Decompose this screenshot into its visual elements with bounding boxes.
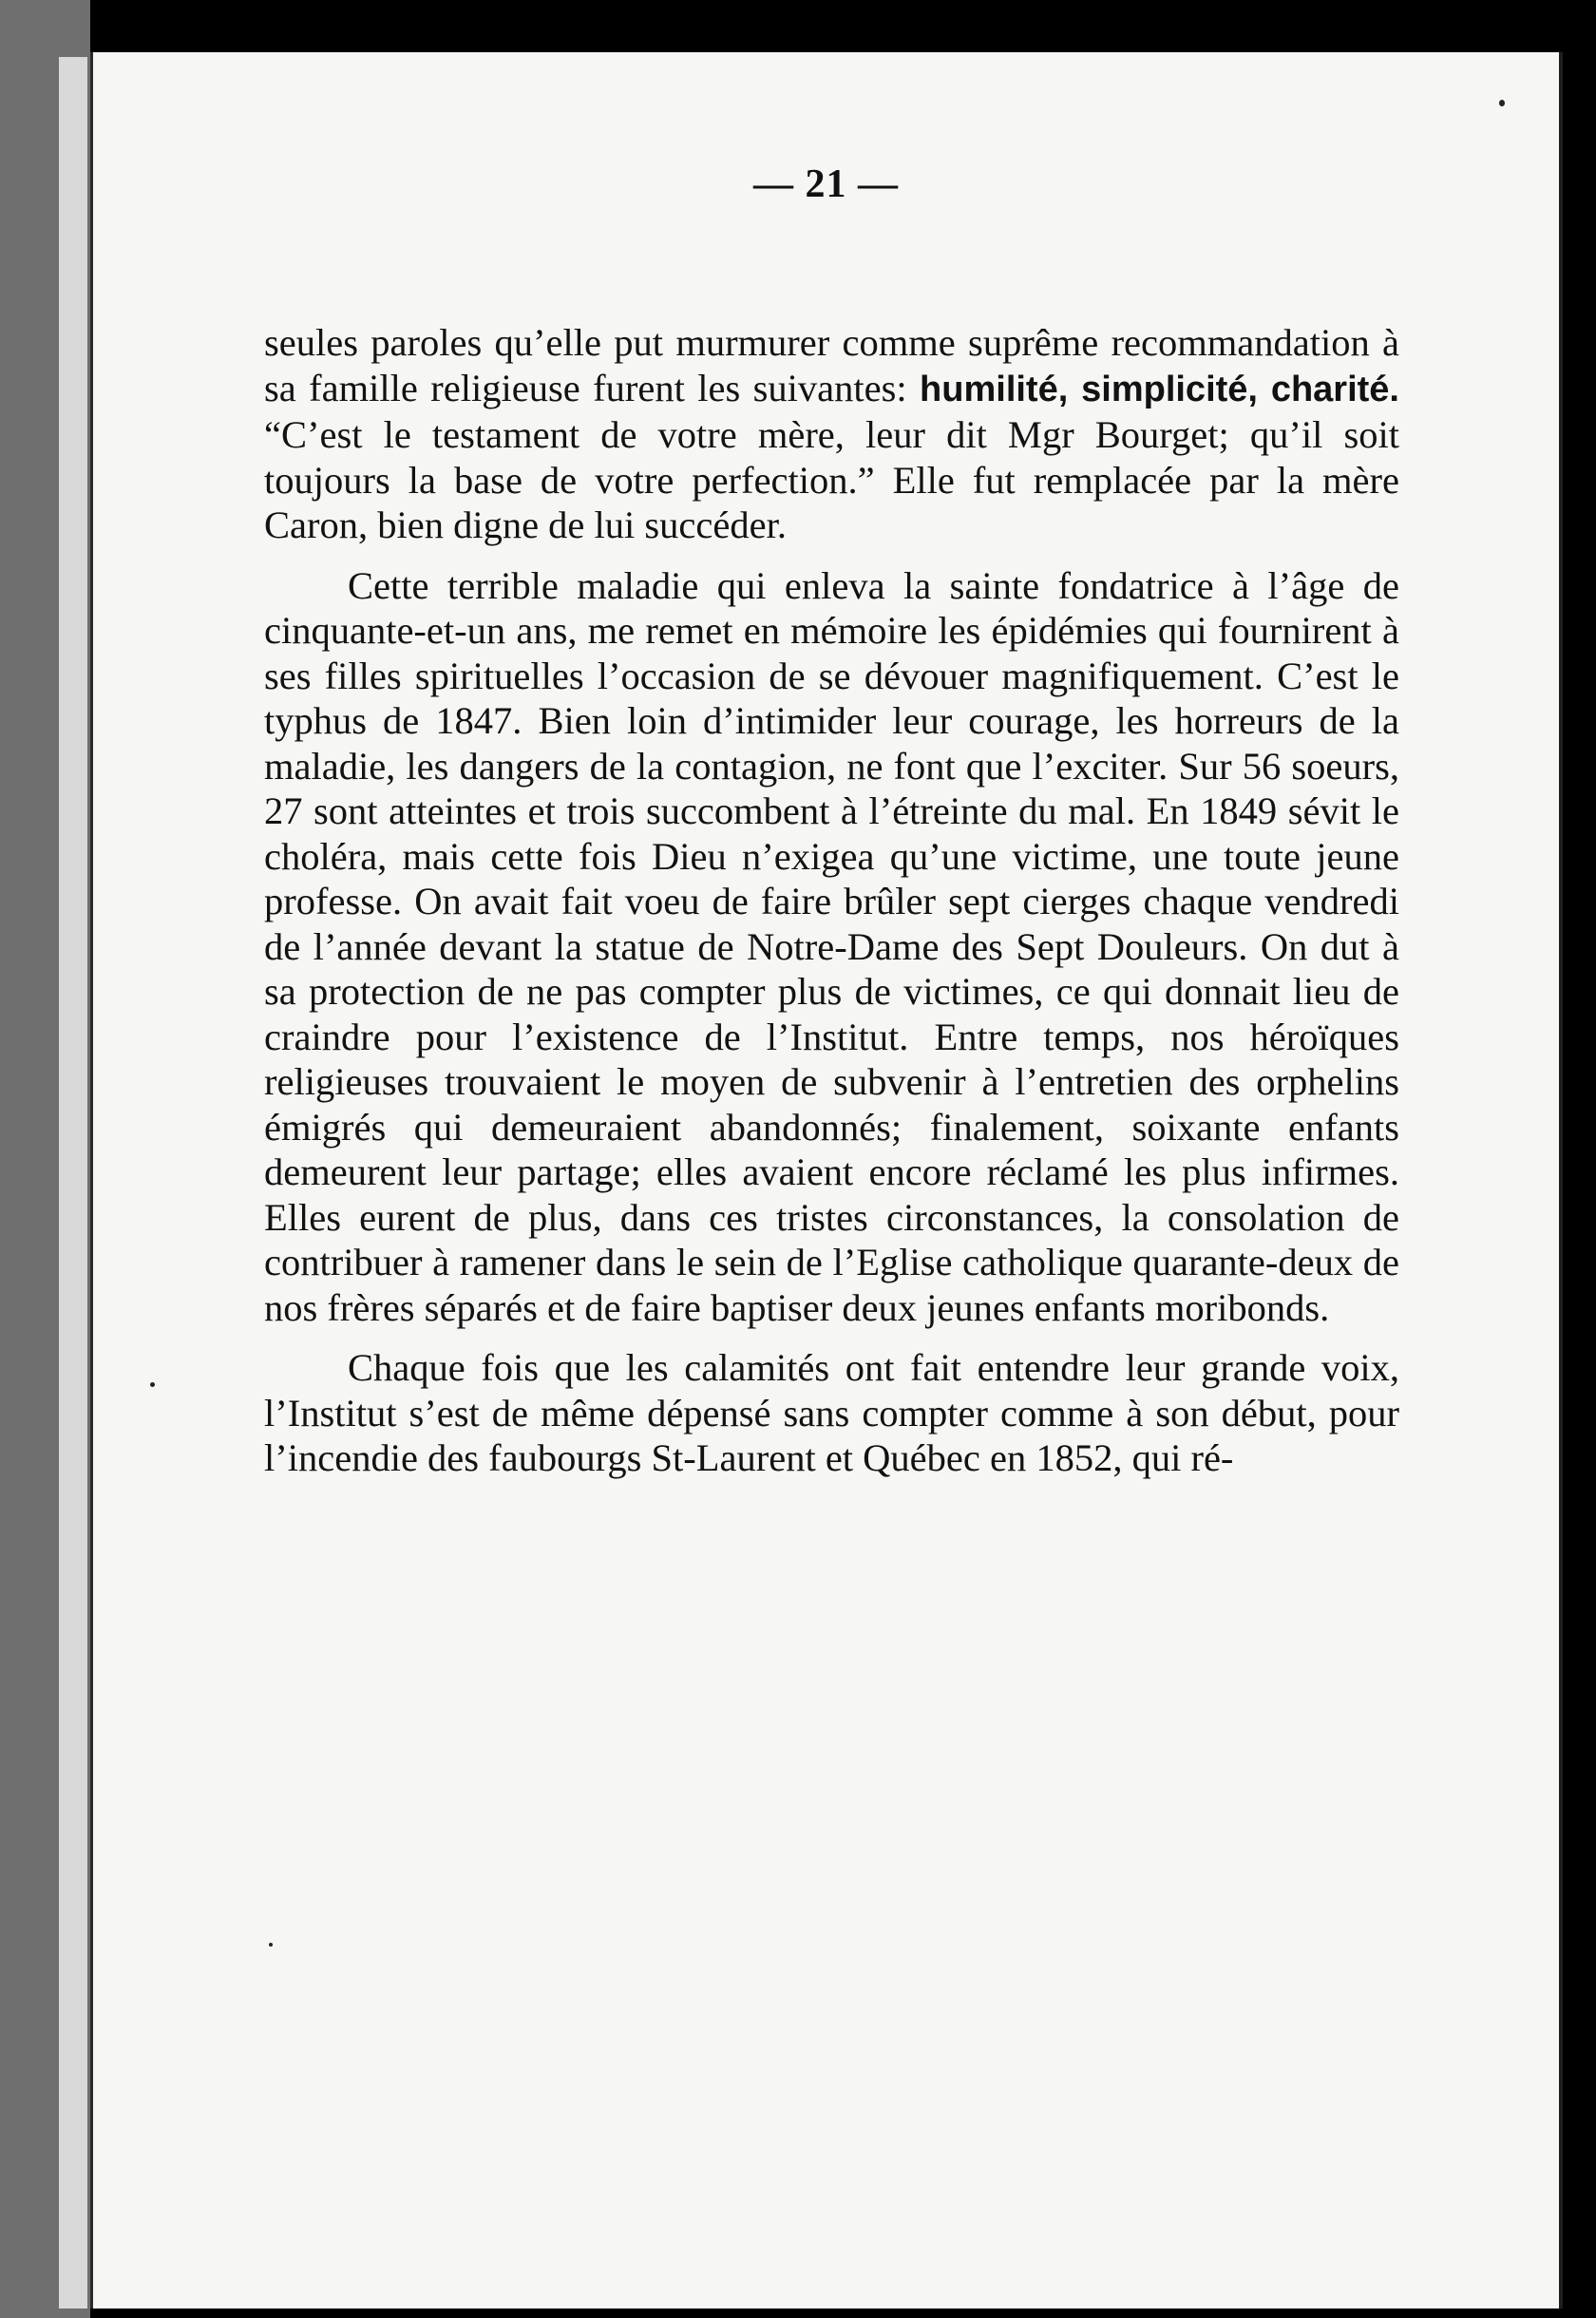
paragraph-1-after: “C’est le testament de votre mère, leur dit Mgr Bourget; qu’il soit toujours la base de votre perfection.” Elle fut remplacée par la mère Caron, bien digne de lui succéder. xyxy=(264,413,1399,546)
previous-page-edge xyxy=(0,0,90,2318)
book-page xyxy=(90,52,1563,2308)
emphasized-virtues: humilité, simplicité, charité. xyxy=(920,369,1399,409)
paragraph-1-before: seules paroles qu’elle put murmurer comme suprême recommandation à sa famille religieuse furent les suivantes: xyxy=(264,321,1399,409)
paragraph-1 xyxy=(264,320,1399,548)
page-body xyxy=(264,320,1399,1496)
paragraph-2: Cette terrible maladie qui enleva la sainte fondatrice à l’âge de cinquante-et-un ans, me remet en mémoire les épidémies qui fournirent à ses filles spirituelles l’occasion de se dévouer magnifiquement. C’est le typhus de 1847. Bien loin d’intimider leur courage, les horreurs de la maladie, les dangers de la contagion, ne font que l’exciter. Sur 56 soeurs, 27 sont atteintes et trois succombent à l’étreinte du mal. En 1849 sévit le choléra, mais cette fois Dieu n’exigea qu’une victime, une toute jeune professe. On avait fait voeu de faire brûler sept cierges chaque vendredi de l’année devant la statue de Notre-Dame des Sept Douleurs. On dut à sa protection de ne pas compter plus de victimes, ce qui donnait lieu de craindre pour l’existence de l’Institut. Entre temps, nos héroïques religieuses trouvaient le moyen de subvenir à l’entretien des orphelins émigrés qui demeuraient abandonnés; finalement, soixante enfants demeurent leur partage; elles avaient encore réclamé les plus infirmes. Elles eurent de plus, dans ces tristes circonstances, la consolation de contribuer à ramener dans le sein de l’Eglise catholique quarante-deux de nos frères séparés et de faire baptiser deux jeunes enfants moribonds. xyxy=(264,563,1399,1329)
paragraph-3: Chaque fois que les calamités ont fait entendre leur grande voix, l’Institut s’est de même dépensé sans compter comme à son début, pour l’incendie des faubourgs St-Laurent et Québec en 1852, qui ré- xyxy=(264,1346,1399,1479)
scan-speck xyxy=(150,1382,155,1387)
scan-speck xyxy=(1499,100,1505,106)
scan-speck xyxy=(269,1943,273,1947)
page-number: — 21 — xyxy=(753,162,899,206)
page-gutter xyxy=(59,57,87,2308)
